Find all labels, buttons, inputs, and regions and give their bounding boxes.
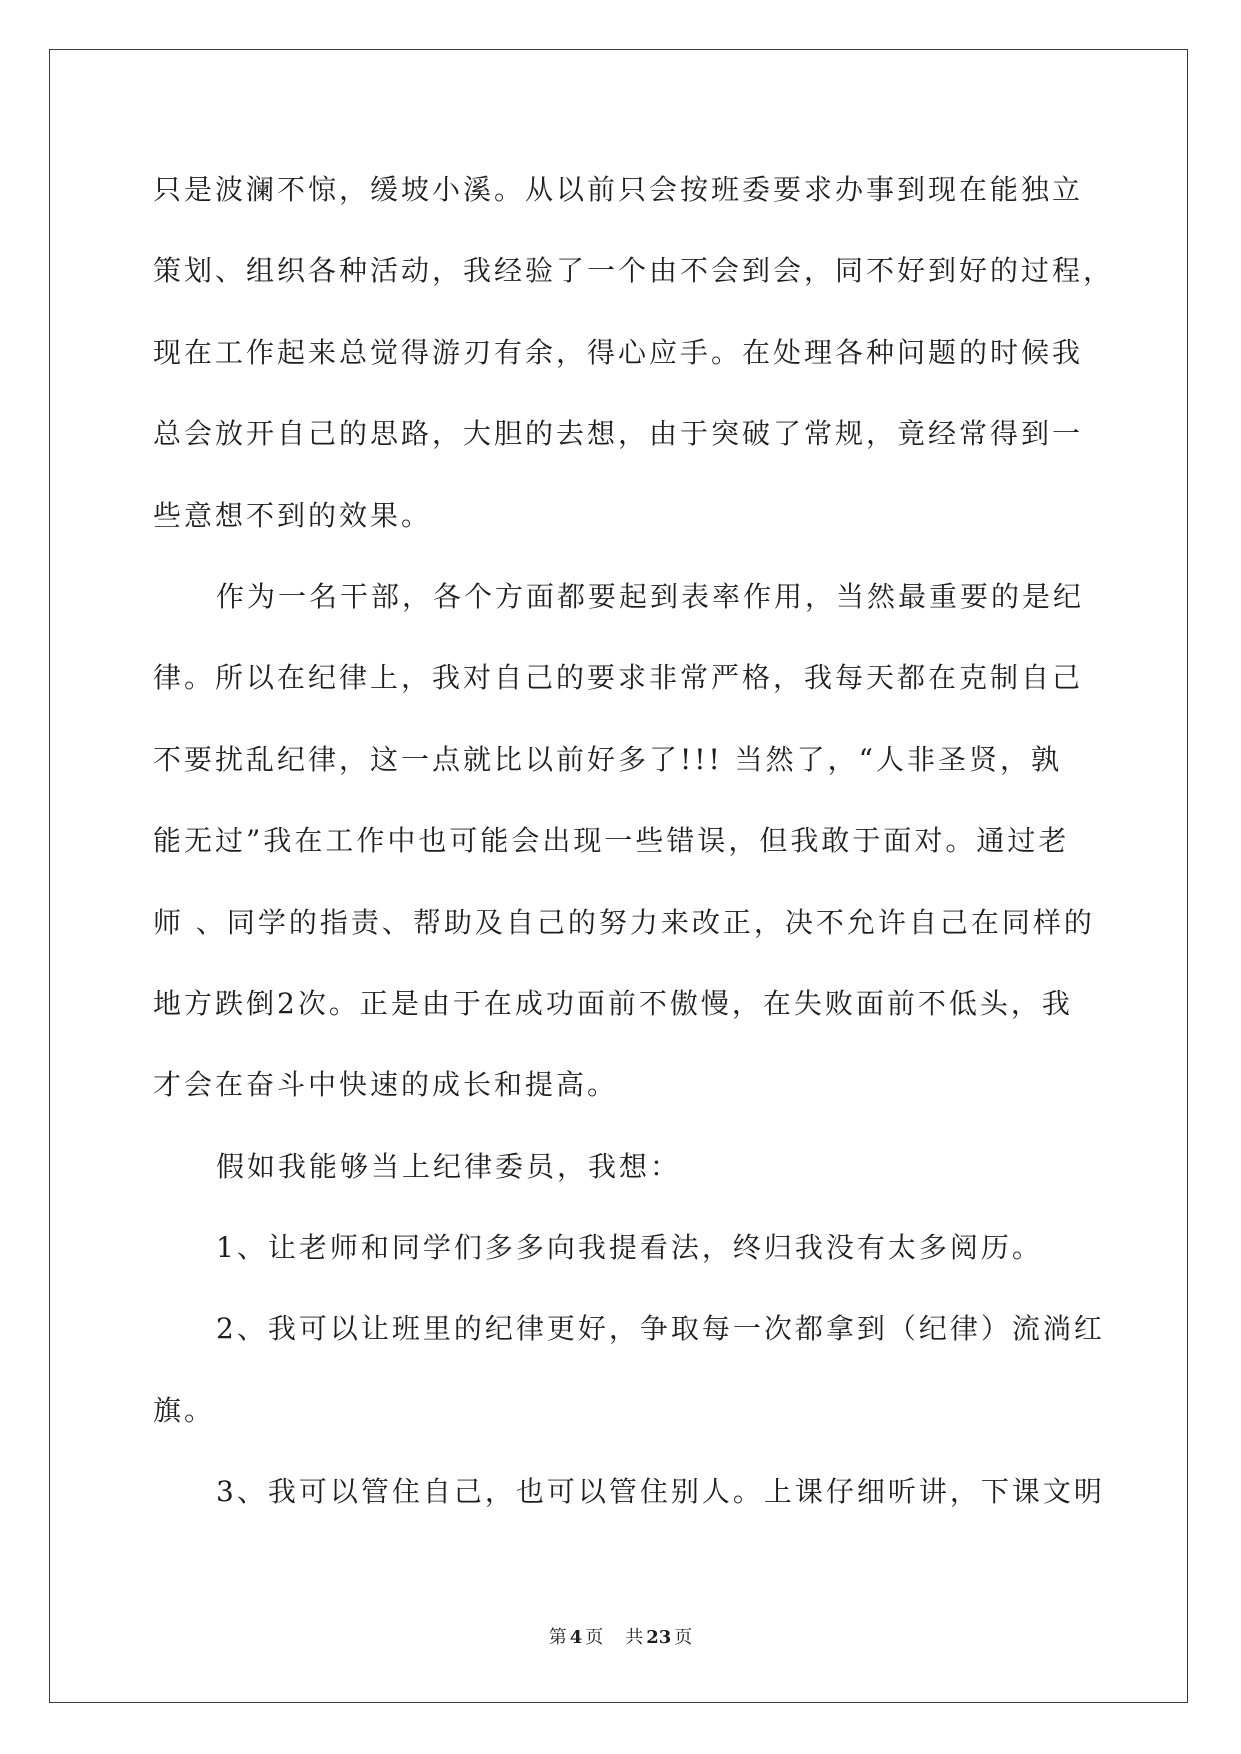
paragraph-first-line: 作为一名干部，各个方面都要起到表率作用，当然最重要的是纪 — [216, 579, 1085, 613]
list-item-line: 1、让老师和同学们多多向我提看法，终归我没有太多阅历。 — [216, 1231, 1043, 1265]
body-text-line: 地方跌倒2次。正是由于在成功面前不傲慢，在失败面前不低头，我 — [153, 986, 1073, 1020]
body-text-line: 能无过”我在工作中也可能会出现一些错误，但我敢于面对。通过老 — [153, 824, 1070, 858]
list-item-line: 2、我可以让班里的纪律更好，争取每一次都拿到（纪律）流淌红 — [216, 1312, 1105, 1346]
total-pages: 23 — [646, 1627, 672, 1648]
body-text-line: 只是波澜不惊，缓坡小溪。从以前只会按班委要求办事到现在能独立 — [153, 173, 1084, 206]
body-text-line: 旗。 — [153, 1393, 216, 1427]
body-text-line: 些意想不到的效果。 — [153, 498, 433, 532]
document-body — [153, 149, 1163, 1533]
body-text-line: 律。所以在纪律上，我对自己的要求非常严格，我每天都在克制自己 — [153, 661, 1084, 695]
body-text-line: 总会放开自己的思路，大胆的去想，由于突破了常规，竟经常得到一 — [153, 417, 1084, 451]
body-text-line: 才会在奋斗中快速的成长和提高。 — [153, 1068, 619, 1102]
page-number-suffix: 页 — [585, 1627, 604, 1648]
page-footer — [0, 1624, 1241, 1652]
body-text-line: 现在工作起来总觉得游刃有余，得心应手。在处理各种问题的时候我 — [153, 335, 1084, 369]
body-text-line: 师 、同学的指责、帮助及自己的努力来改正，决不允许自己在同样的 — [153, 905, 1095, 939]
total-pages-prefix: 共 — [625, 1627, 644, 1648]
list-item-line: 3、我可以管住自己，也可以管住别人。上课仔细听讲，下课文明 — [216, 1475, 1105, 1509]
page-number-prefix: 第 — [548, 1627, 567, 1648]
total-pages-suffix: 页 — [674, 1627, 693, 1648]
paragraph-first-line: 假如我能够当上纪律委员，我想： — [216, 1149, 682, 1183]
body-text-line: 不要扰乱纪律，这一点就比以前好多了!!! 当然了，“人非圣贤，孰 — [153, 742, 1062, 776]
body-text-line: 策划、组织各种活动，我经验了一个由不会到会，同不好到好的过程， — [153, 254, 1115, 288]
page-number: 4 — [569, 1627, 583, 1648]
